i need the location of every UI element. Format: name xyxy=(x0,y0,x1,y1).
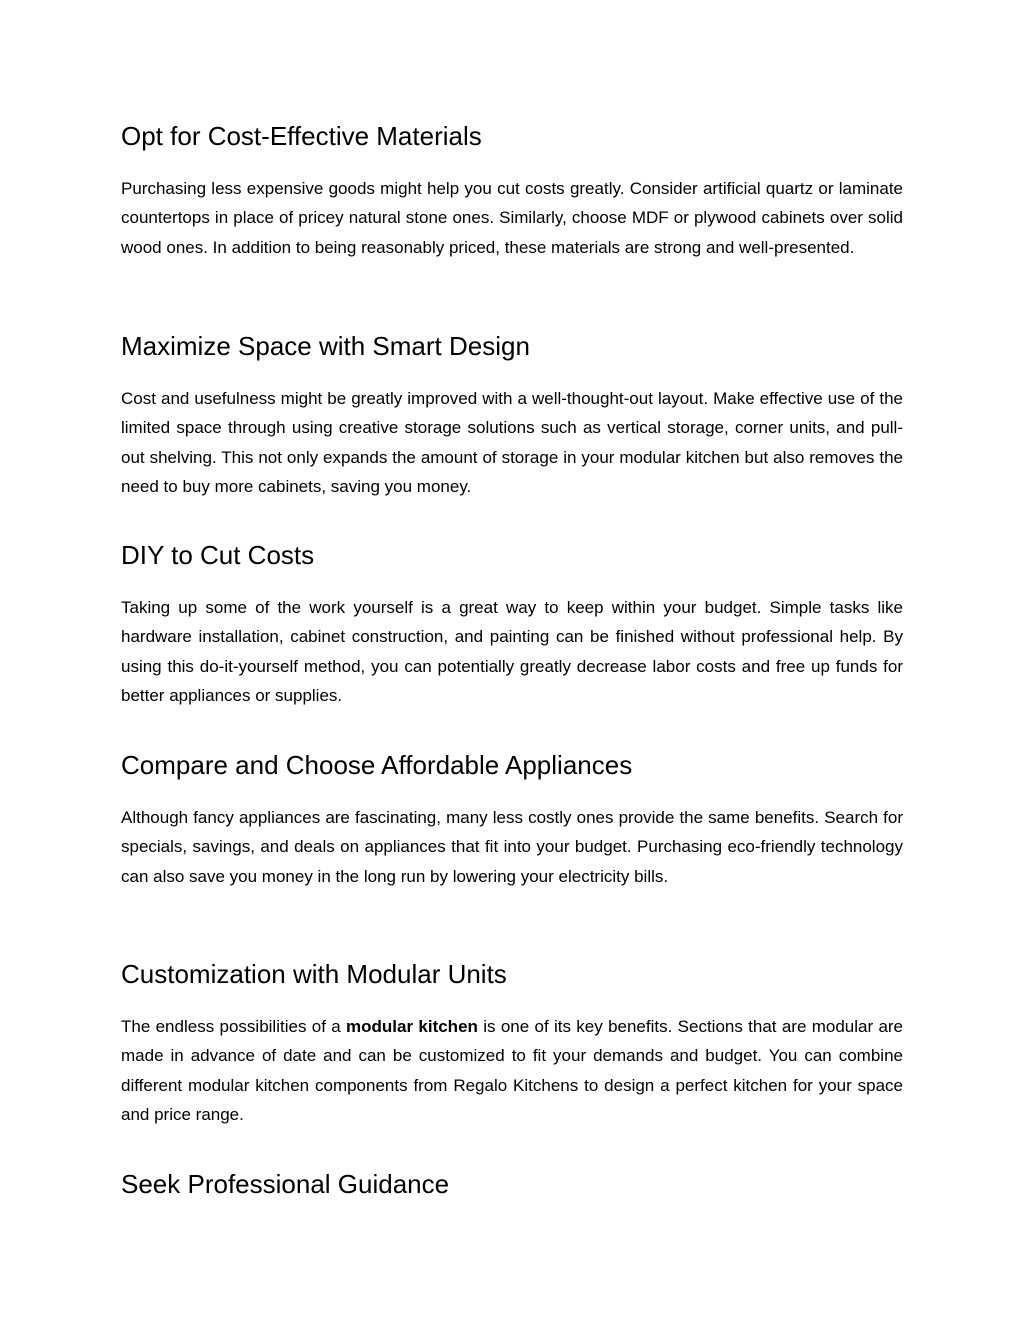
section-affordable-appliances xyxy=(121,749,903,891)
section-cost-effective-materials xyxy=(121,120,903,262)
paragraph-text: The endless possibilities of a xyxy=(121,1017,347,1036)
section-heading: Opt for Cost-Effective Materials xyxy=(121,121,482,151)
section-heading: Seek Professional Guidance xyxy=(121,1169,450,1199)
section-modular-units xyxy=(121,958,903,1129)
section-heading: Compare and Choose Affordable Appliances xyxy=(121,750,633,780)
section-heading: DIY to Cut Costs xyxy=(121,540,315,570)
section-paragraph: Cost and usefulness might be greatly improved with a well-thought-out layout. Make effective use of the limited space through using creative storage solutions such as vertical storage, corner units, and pull-out shelving. This not only expands the amount of storage in your modular kitchen but also removes the need to buy more cabinets, saving you money. xyxy=(121,389,903,496)
section-paragraph: Taking up some of the work yourself is a great way to keep within your budget. Simple tasks like hardware installation, cabinet construction, and painting can be finished without professional help. By using this do-it-yourself method, you can potentially greatly decrease labor costs and free up funds for better appliances or supplies. xyxy=(121,598,903,705)
section-diy-cut-costs xyxy=(121,539,903,710)
section-professional-guidance xyxy=(121,1168,903,1200)
paragraph-text: is one of its key benefits. Sections that are modular are made in advance of date and can be customized to fit your demands and budget. You can combine different modular kitchen components from Regalo Kitchens to design a perfect kitchen for your space and price range. xyxy=(121,1017,904,1124)
section-paragraph xyxy=(121,1012,903,1129)
section-heading: Customization with Modular Units xyxy=(121,959,507,989)
bold-keyword: modular kitchen xyxy=(346,1017,478,1036)
section-paragraph: Purchasing less expensive goods might help you cut costs greatly. Consider artificial quartz or laminate countertops in place of pricey natural stone ones. Similarly, choose MDF or plywood cabinets over solid wood ones. In addition to being reasonably priced, these materials are strong and well-presented. xyxy=(121,179,903,257)
section-paragraph: Although fancy appliances are fascinating, many less costly ones provide the same benefits. Search for specials, savings, and deals on appliances that fit into your budget. Purchasing eco-friendly technology can also save you money in the long run by lowering your electricity bills. xyxy=(121,808,903,886)
section-maximize-space xyxy=(121,330,903,501)
section-heading: Maximize Space with Smart Design xyxy=(121,331,530,361)
